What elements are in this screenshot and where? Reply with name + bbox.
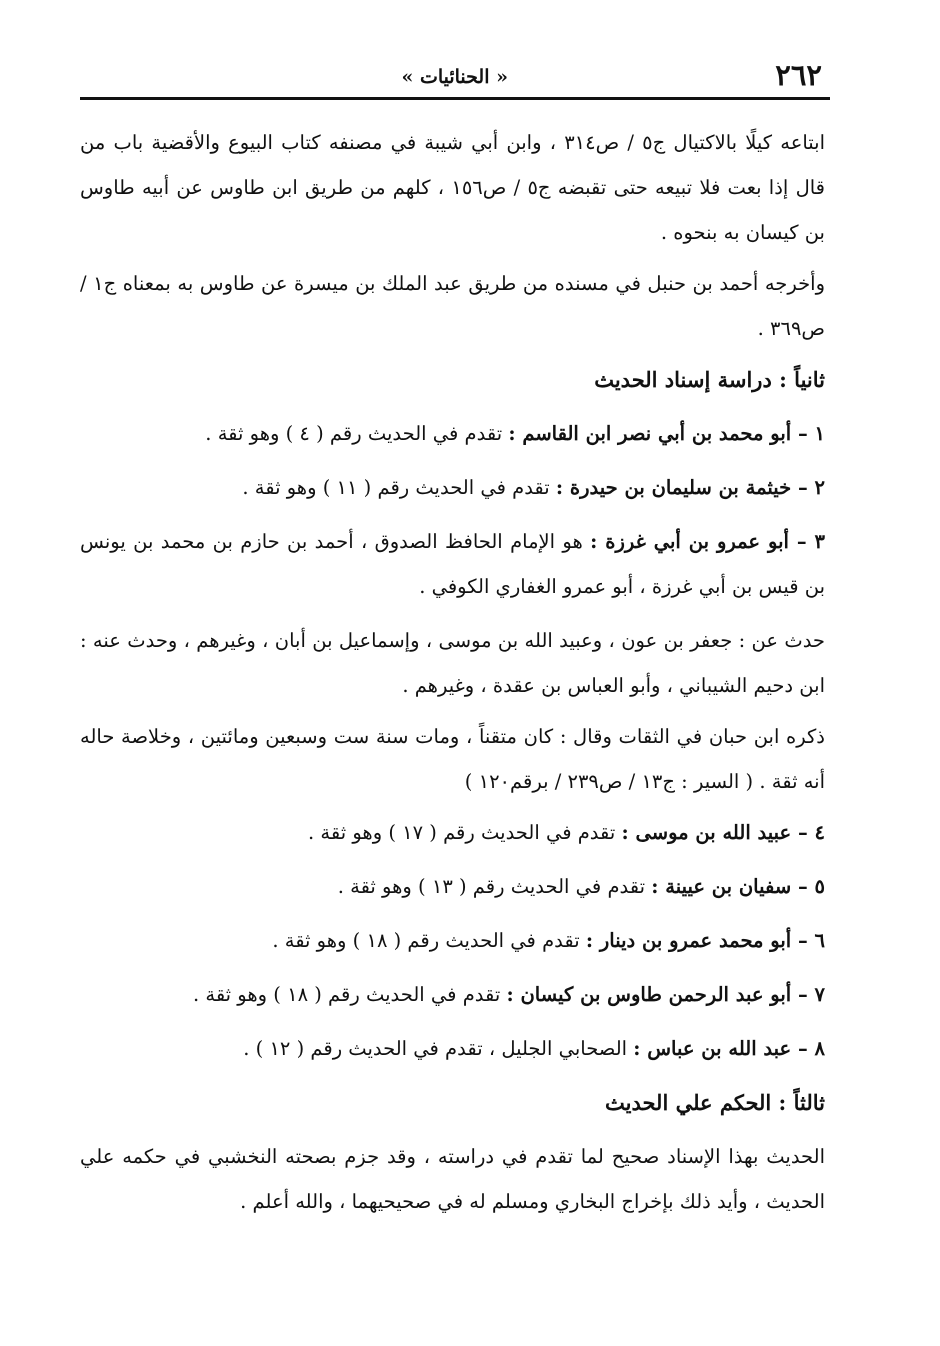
narrator-note: تقدم في الحديث رقم ( ١٨ ) وهو ثقة . xyxy=(192,983,507,1006)
narrator-name: ١ – أبو محمد بن أبي نصر ابن القاسم : xyxy=(508,422,825,445)
text-line: عن أبيه طاوس بن كيسان به بنحوه . xyxy=(80,176,825,244)
narrator-note: تقدم في الحديث رقم ( ١٨ ) وهو ثقة . xyxy=(272,929,586,952)
narrator-note: الصحابي الجليل ، تقدم في الحديث رقم ( ١٢ ) . xyxy=(243,1037,634,1060)
narrator-item xyxy=(80,864,825,909)
narrator-note: تقدم في الحديث رقم ( ١٧ ) وهو ثقة . xyxy=(308,821,622,844)
narrator-item xyxy=(80,810,825,855)
text-line: وخلاصة حاله أنه ثقة . ( السير : ج١٣ / ص٢٣٩ / برقم١٢٠ ) xyxy=(80,725,825,793)
narrator-name: ٦ – أبو محمد عمرو بن دينار : xyxy=(585,929,825,952)
narrator-name: ٤ – عبيد الله بن موسى : xyxy=(621,821,825,844)
narrator-item xyxy=(80,465,825,510)
text-line: يونس بن قيس بن أبي غرزة ، أبو عمرو الغفاري الكوفي . xyxy=(80,530,825,598)
narrator-item-3 xyxy=(80,519,825,609)
text-line: هو الإمام الحافظ الصدوق ، أحمد بن حازم بن محمد بن xyxy=(133,530,591,553)
page-body xyxy=(80,120,825,1233)
text-line: باب من قال إذا بعت فلا تبيعه حتى تقبضه ج٥ / ص١٥٦ ، كلهم من طريق ابن طاوس xyxy=(80,131,826,199)
text-line: ذكره ابن حبان في الثقات وقال : كان متقناً ، ومات سنة ست وسبعين ومائتين ، xyxy=(187,725,825,748)
section-heading-isnad: ثانياً : دراسة إسناد الحديث xyxy=(594,367,825,392)
text-line: علي الحديث ، وأيد ذلك بإخراج البخاري ومسلم له في صحيحيهما ، والله أعلم . xyxy=(80,1145,825,1213)
paragraph-hukm xyxy=(80,1134,825,1224)
text-line: وأخرجه أحمد بن حنبل في مسنده من طريق عبد الملك بن ميسرة عن طاوس به بمعناه xyxy=(122,272,825,295)
text-line: ج١ / ص٣٦٩ . xyxy=(80,272,825,340)
narrator-note: تقدم في الحديث رقم ( ٤ ) وهو ثقة . xyxy=(205,422,509,445)
text-line: وحدث عنه : ابن دحيم الشيباني ، وأبو العباس بن عقدة ، وغيرهم . xyxy=(80,629,825,697)
narrator-note: تقدم في الحديث رقم ( ١١ ) وهو ثقة . xyxy=(242,476,556,499)
text-line: الحديث بهذا الإسناد صحيح لما تقدم في دراسته ، وقد جزم بصحته النخشبي في حكمه xyxy=(122,1145,825,1168)
section-heading-hukm: ثالثاً : الحكم علي الحديث xyxy=(605,1090,825,1115)
narrator-name: ٧ – أبو عبد الرحمن طاوس بن كيسان : xyxy=(506,983,825,1006)
page-number: ٢٦٢ xyxy=(775,58,822,92)
narrator-name: ٥ – سفيان بن عيينة : xyxy=(651,875,825,898)
header-rule xyxy=(80,97,830,100)
narrator-item xyxy=(80,918,825,963)
narrator-name: ٨ – عبد الله بن عباس : xyxy=(633,1037,825,1060)
narrator-item xyxy=(80,1026,825,1071)
text-line: ابتاعه كيلًا بالاكتيال ج٥ / ص٣١٤ ، وابن أبي شيبة في مصنفه كتاب البيوع والأقضية xyxy=(151,131,826,154)
narrator-item xyxy=(80,972,825,1017)
narrator-note: تقدم في الحديث رقم ( ١٣ ) وهو ثقة . xyxy=(337,875,652,898)
page-header xyxy=(80,58,830,98)
narrator-3-thiqat xyxy=(80,714,825,804)
paragraph-takhrij-2 xyxy=(80,261,825,351)
running-title: « الحنائيات » xyxy=(401,66,508,88)
narrator-name: ٢ – خيثمة بن سليمان بن حيدرة : xyxy=(555,476,825,499)
narrator-item xyxy=(80,411,825,456)
text-line: حدث عن : جعفر بن عون ، وعبيد الله بن موسى ، وإسماعيل بن أبان ، وغيرهم ، xyxy=(183,629,825,652)
narrator-3-hadith xyxy=(80,618,825,708)
paragraph-takhrij-1 xyxy=(80,120,825,255)
narrator-name: ٣ – أبو عمرو بن أبي غرزة : xyxy=(590,530,825,553)
